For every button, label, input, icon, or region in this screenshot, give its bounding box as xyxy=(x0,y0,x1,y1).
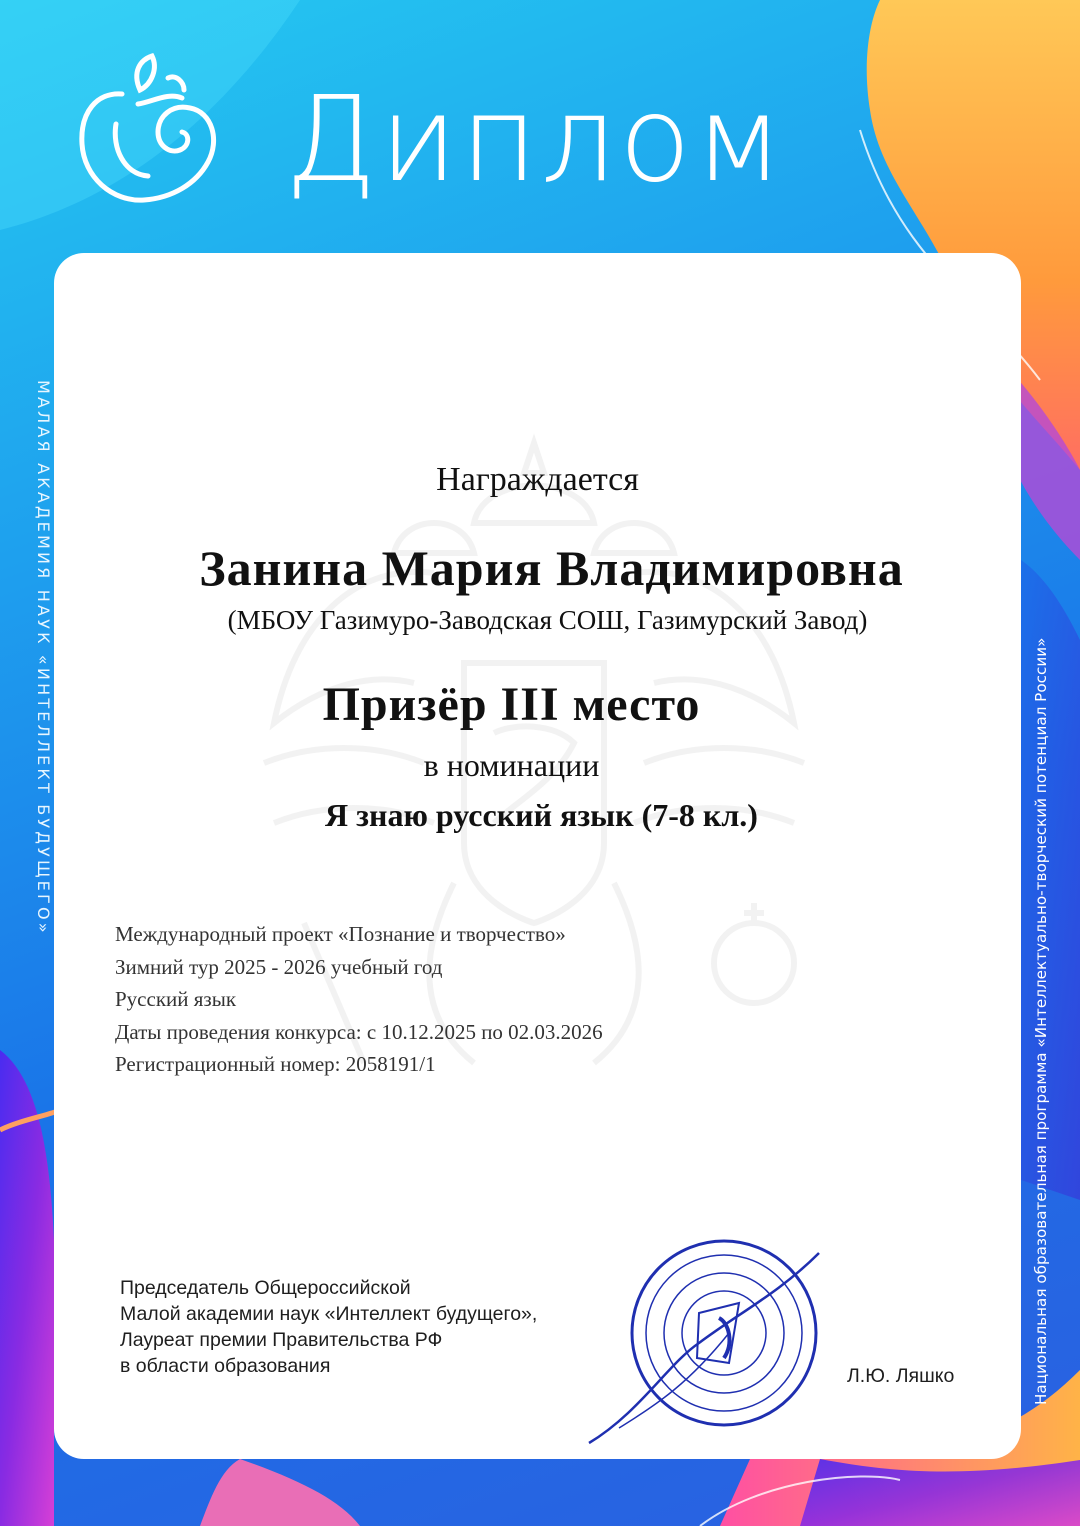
official-stamp-icon xyxy=(579,1213,869,1453)
chair-line: Председатель Общероссийской xyxy=(120,1277,411,1299)
nomination-title: Я знаю русский язык (7-8 кл.) xyxy=(325,797,758,833)
chair-line: в области образования xyxy=(120,1355,331,1377)
program-side-text: Национальная образовательная программа «Интеллектуально-творческий потенциал России» xyxy=(1032,637,1050,1405)
chair-line: Лауреат премии Правительства РФ xyxy=(120,1329,443,1351)
nomination-label: в номинации xyxy=(423,747,600,783)
school-name: (МБОУ Газимуро-Заводская СОШ, Газимурский Завод) xyxy=(227,605,868,635)
academy-side-text: МАЛАЯ АКАДЕМИЯ НАУК «ИНТЕЛЛЕКТ БУДУЩЕГО» xyxy=(34,380,53,936)
registration-number: Регистрационный номер: 2058191/1 xyxy=(115,1052,436,1076)
award-place: Призёр III место xyxy=(322,678,701,731)
diploma-title: Диплом xyxy=(285,70,787,208)
project-name: Международный проект «Познание и творчество» xyxy=(115,922,566,946)
apple-spiral-logo-icon xyxy=(72,52,222,212)
contest-details xyxy=(115,918,603,1081)
signer-name: Л.Ю. Ляшко xyxy=(847,1365,955,1387)
diploma-card xyxy=(54,253,1021,1459)
subject: Русский язык xyxy=(115,987,237,1011)
recipient-name: Занина Мария Владимировна xyxy=(199,540,904,596)
awarded-label: Награждается xyxy=(436,461,639,498)
chair-line: Малой академии наук «Интеллект будущего», xyxy=(120,1303,538,1325)
contest-dates: Даты проведения конкурса: с 10.12.2025 по 02.03.2026 xyxy=(115,1019,603,1044)
tour-year: Зимний тур 2025 - 2026 учебный год xyxy=(115,954,443,979)
chair-title-block xyxy=(120,1275,537,1379)
